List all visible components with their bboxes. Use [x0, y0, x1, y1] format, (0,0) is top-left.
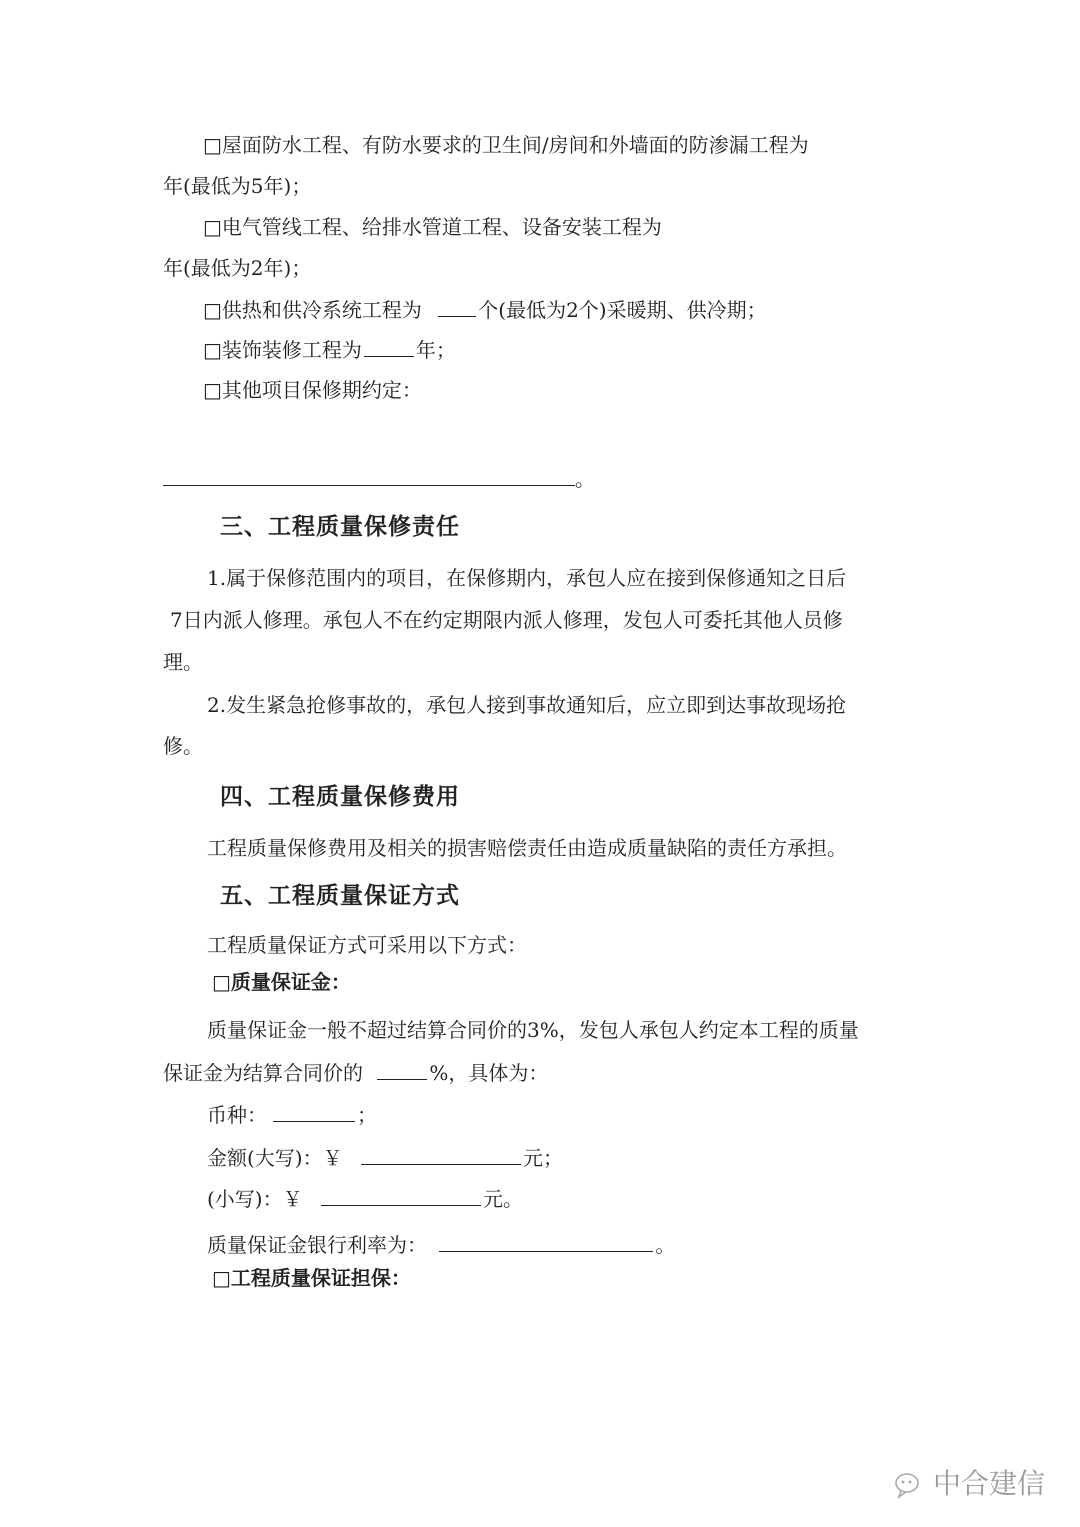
section3-p2-line1: 2.发生紧急抢修事故的，承包人接到事故通知后，应立即到达事故现场抢 [207, 693, 847, 717]
deposit-option: □质量保证金： [212, 970, 351, 994]
currency-blank[interactable] [273, 1101, 355, 1122]
section4-p1: 工程质量保修费用及相关的损害赔偿责任由造成质量缺陷的责任方承担。 [207, 836, 847, 860]
heating-warranty-option [203, 296, 767, 323]
amount-upper-end: 元； [522, 1146, 563, 1170]
heating-label-end: 个(最低为2个)采暖期、供冷期； [478, 298, 767, 322]
interest-line [207, 1231, 675, 1258]
watermark-text: 中合建信 [933, 1467, 1046, 1500]
section4-title: 四、工程质量保修费用 [220, 783, 460, 810]
amount-lower-blank[interactable] [321, 1185, 481, 1206]
electrical-warranty-option: □电气管线工程、给排水管道工程、设备安装工程为 [203, 215, 662, 239]
other-warranty-blank[interactable] [163, 465, 575, 486]
wechat-icon [893, 1470, 927, 1500]
interest-end: 。 [655, 1233, 676, 1257]
interest-label: 质量保证金银行利率为： [207, 1233, 427, 1257]
watermark [893, 1462, 1045, 1502]
amount-upper-line [207, 1144, 563, 1171]
section3-p2-line2: 修。 [163, 734, 203, 758]
interest-blank[interactable] [439, 1231, 653, 1252]
amount-lower-line [207, 1185, 523, 1212]
decoration-label-end: 年； [415, 338, 456, 362]
section5-title: 五、工程质量保证方式 [220, 882, 460, 909]
deposit-rate-label: 保证金为结算合同价的 [163, 1061, 363, 1085]
deposit-line1: 质量保证金一般不超过结算合同价的3%，发包人承包人约定本工程的质量 [207, 1018, 859, 1042]
section3-p1-line3: 理。 [163, 650, 203, 674]
amount-upper-blank[interactable] [361, 1144, 521, 1165]
decoration-blank[interactable] [364, 336, 414, 357]
other-warranty-end: 。 [575, 467, 595, 491]
deposit-rate-end: %，具体为： [429, 1061, 549, 1085]
section3-p1-line1: 1.属于保修范围内的项目，在保修期内，承包人应在接到保修通知之日后 [207, 566, 847, 590]
deposit-rate-blank[interactable] [377, 1059, 427, 1080]
currency-end: ； [357, 1103, 377, 1127]
deposit-line2 [163, 1059, 548, 1086]
other-warranty-option: □其他项目保修期约定： [203, 378, 422, 402]
decoration-warranty-option [203, 336, 456, 363]
roof-warranty-min: 年(最低为5年)； [163, 174, 312, 198]
currency-label: 币种： [207, 1103, 267, 1127]
section5-intro: 工程质量保证方式可采用以下方式： [207, 933, 527, 957]
amount-lower-end: 元。 [482, 1187, 523, 1211]
guarantee-option: □工程质量保证担保： [212, 1266, 411, 1290]
electrical-warranty-min: 年(最低为2年)； [163, 256, 312, 280]
heating-label: □供热和供冷系统工程为 [203, 298, 422, 322]
section3-title: 三、工程质量保修责任 [220, 513, 460, 540]
currency-line [207, 1101, 377, 1128]
section3-p1-line2: 7日内派人修理。承包人不在约定期限内派人修理，发包人可委托其他人员修 [170, 608, 843, 632]
amount-lower-label: (小写)：￥ [207, 1187, 303, 1211]
other-warranty-line [163, 465, 595, 492]
roof-warranty-option: □屋面防水工程、有防水要求的卫生间/房间和外墙面的防渗漏工程为 [203, 133, 809, 157]
heating-blank[interactable] [438, 296, 476, 317]
amount-upper-label: 金额(大写)：￥ [207, 1146, 343, 1170]
decoration-label: □装饰装修工程为 [203, 338, 362, 362]
